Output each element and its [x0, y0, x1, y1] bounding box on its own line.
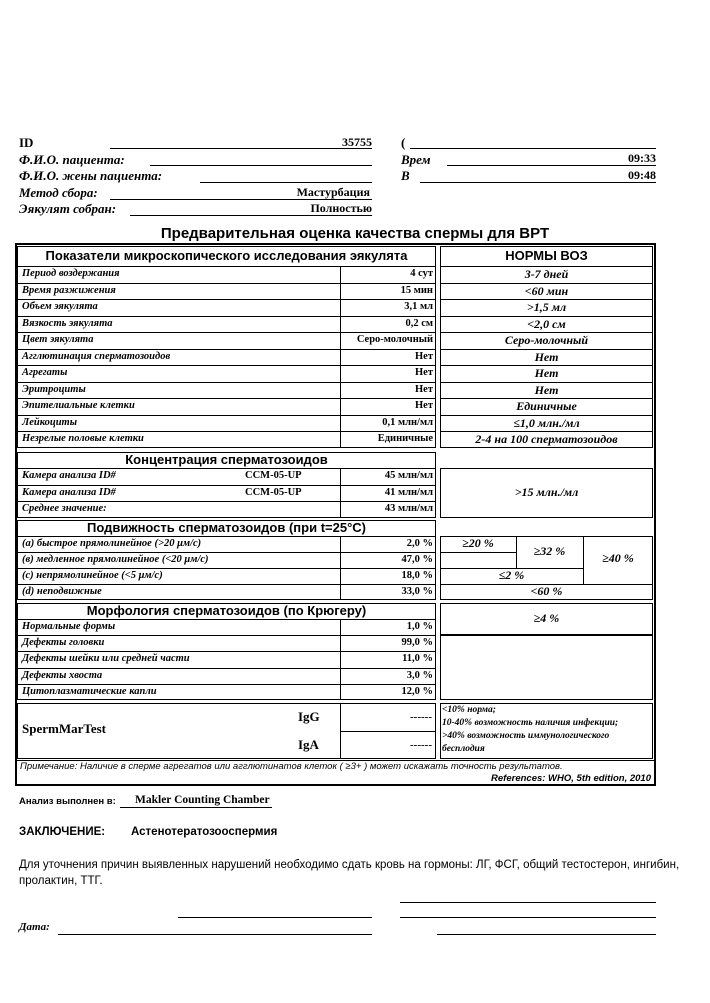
micro-row-line: [17, 299, 436, 300]
signature-line-3: [400, 917, 656, 918]
micro-row-label: Лейкоциты: [22, 416, 78, 428]
micro-row-label: Агрегаты: [22, 367, 68, 378]
motility-norm-a: ≥20 %: [462, 536, 494, 550]
micro-row-label: Вязкость эякулята: [22, 317, 113, 329]
references: References: WHO, 5th edition, 2010: [491, 773, 651, 784]
norm-row-line: [440, 349, 653, 350]
morphology-row-value: 1,0 %: [406, 621, 433, 632]
concentration-row-value: 43 млн/мл: [384, 503, 433, 514]
micro-row-line: [17, 382, 436, 383]
motility-row-label: (с) непрямолинейное (<5 μм/с): [22, 570, 163, 581]
mar-iga-value: ------: [410, 739, 432, 751]
morphology-row-value: 3,0 %: [406, 669, 433, 681]
b-label: В: [401, 168, 410, 183]
micro-row-line: [17, 365, 436, 366]
micro-row-value: Нет: [415, 383, 433, 395]
micro-row-line: [17, 283, 436, 284]
morphology-row-line: [17, 668, 436, 669]
micro-row-norm: >1,5 мл: [526, 300, 567, 314]
wife-label: Ф.И.О. жены пациента:: [19, 168, 163, 183]
morphology-row-label: Дефекты шейки или средней части: [22, 653, 190, 665]
motility-row-line: [17, 568, 436, 569]
motility-norm-d: <60 %: [530, 584, 563, 598]
morphology-row-line: [17, 635, 436, 636]
micro-row-label: Период воздержания: [22, 268, 120, 279]
norm-row-line: [440, 283, 653, 284]
method-value: Мастурбация: [296, 185, 370, 199]
patient-label: Ф.И.О. пациента:: [19, 152, 125, 167]
micro-row-norm: Серо-молочный: [504, 333, 589, 347]
micro-row-norm: Нет: [534, 382, 559, 397]
mar-note: 10-40% возможность наличия инфекции;: [442, 718, 619, 728]
micro-row-norm: Нет: [534, 366, 559, 380]
footnote: Примечание: Наличие в сперме агрегатов или агглютинатов клеток ( ≥3+ ) может искажать точность результатов.: [20, 761, 563, 772]
concentration-row-line: [17, 501, 436, 502]
motility-row-value: 33,0 %: [401, 586, 433, 597]
micro-row: [0, 316, 710, 332]
micro-row-line: [17, 316, 436, 317]
micro-row-label: Эпителиальные клетки: [22, 400, 135, 411]
micro-row-label: Эритроциты: [22, 383, 86, 395]
morphology-row-label: Цитоплазматические капли: [22, 685, 157, 697]
micro-row-line: [17, 332, 436, 333]
wife-underline: [200, 182, 372, 183]
concentration-row-device: CCM-05-UP: [245, 486, 302, 498]
micro-row-value: Единичные: [377, 433, 433, 444]
mar-name: SpermMarTest: [22, 721, 107, 736]
motility-row-value: 2,0 %: [406, 538, 433, 549]
morphology-norm-empty: [440, 635, 653, 700]
motility-norm-abc: ≥40 %: [602, 551, 634, 565]
concentration-row-value: 45 млн/мл: [384, 470, 433, 481]
mar-igg-value: ------: [410, 711, 432, 723]
micro-row-norm: ≤1,0 млн./мл: [513, 415, 580, 430]
performed-label: Анализ выполнен в:: [19, 796, 116, 807]
motility-row-line: [17, 584, 436, 585]
micro-row: [0, 365, 710, 381]
mar-note: бесплодия: [442, 744, 485, 754]
signature-line-1: [400, 902, 656, 903]
motility-row-label: (а) быстрое прямолинейное (>20 μм/с): [22, 538, 202, 549]
morphology-row-line: [17, 684, 436, 685]
micro-row-norm: Нет: [534, 349, 559, 364]
motility-row-label: (d) неподвижные: [22, 586, 102, 597]
micro-row-norm: 2-4 на 100 сперматозоидов: [475, 432, 618, 446]
recommendation: Для уточнения причин выявленных нарушений необходимо сдать кровь на гормоны: ЛГ, ФСГ, общий тестостерон, ингибин, пролактин, ТТГ.: [19, 859, 680, 887]
motility-heading: Подвижность сперматозоидов (при t=25°C): [87, 520, 366, 535]
concentration-row-line: [17, 485, 436, 486]
micro-row-norm: <60 мин: [524, 283, 569, 298]
mar-row-line: [340, 731, 436, 732]
micro-row-line: [17, 431, 436, 432]
micro-row-value: 15 мин: [400, 284, 433, 296]
micro-row-label: Незрелые половые клетки: [22, 433, 144, 444]
micro-row: [0, 283, 710, 299]
performed-underline: [120, 807, 272, 808]
mar-notes: [442, 704, 652, 756]
motility-row-label: (в) медленное прямолинейное (<20 μм/с): [22, 554, 209, 565]
micro-row: [0, 398, 710, 414]
time-label: Врем: [401, 152, 431, 167]
norm-row-line: [440, 431, 653, 432]
micro-row-value: Нет: [415, 400, 433, 411]
micro-row-value: 3,1 мл: [404, 301, 433, 312]
norm-row-line: [440, 316, 653, 317]
micro-row-label: Время разжижения: [22, 284, 116, 296]
method-label: Метод сбора:: [19, 185, 98, 200]
concentration-row-value: 41 млн/мл: [384, 486, 433, 498]
morphology-row-value: 99,0 %: [401, 637, 433, 649]
motility-norm-line-1: [440, 552, 516, 553]
micro-row-norm: 3-7 дней: [524, 267, 569, 281]
micro-heading: Показатели микроскопического исследования эякулята: [45, 248, 408, 263]
micro-row-line: [17, 349, 436, 350]
conclusion-value: Астенотератозооспермия: [131, 826, 278, 838]
collected-label: Эякулят собран:: [19, 201, 117, 216]
collected-value: Полностью: [310, 201, 372, 215]
mar-igg-label: IgG: [298, 709, 320, 724]
concentration-norm: >15 млн./мл: [514, 485, 579, 499]
micro-row: [0, 266, 710, 282]
norm-row-line: [440, 382, 653, 383]
motility-norm-c: ≤2 %: [498, 568, 525, 582]
concentration-heading: Концентрация сперматозоидов: [125, 452, 328, 467]
concentration-row-label: Камера анализа ID#: [22, 470, 116, 481]
date-underline: [58, 934, 372, 935]
signature-line-2: [178, 917, 372, 918]
concentration-row-label: Среднее значение:: [22, 503, 107, 514]
time-value: 09:33: [628, 151, 656, 165]
micro-row-norm: Единичные: [516, 399, 577, 413]
micro-row-value: Нет: [415, 367, 433, 378]
norm-row-line: [440, 398, 653, 399]
motility-norm-ab: ≥32 %: [533, 544, 566, 558]
page-title: Предварительная оценка качества спермы для ВРТ: [160, 225, 550, 242]
micro-row-value: Нет: [415, 350, 433, 362]
norms-heading: НОРМЫ ВОЗ: [505, 248, 588, 263]
morphology-row-value: 11,0 %: [402, 653, 433, 665]
micro-row: [0, 332, 710, 348]
micro-row-label: Агглютинация сперматозоидов: [22, 350, 171, 362]
patient-underline: [150, 165, 372, 166]
mar-note: >40% возможность иммунологического: [442, 731, 610, 741]
conclusion-label: ЗАКЛЮЧЕНИЕ:: [19, 826, 106, 838]
b-value: 09:48: [628, 168, 656, 182]
micro-row-value: Серо-молочный: [356, 334, 433, 345]
date-label: Дата:: [19, 921, 50, 933]
micro-row-value: 4 сут: [410, 268, 433, 279]
micro-row-norm: <2,0 см: [527, 316, 566, 331]
right-top-underline: [410, 148, 656, 149]
mar-iga-label: IgA: [298, 737, 319, 752]
norm-row-line: [440, 415, 653, 416]
morphology-row-label: Дефекты головки: [22, 637, 105, 649]
motility-row-line: [17, 552, 436, 553]
morphology-row-value: 12,0 %: [401, 685, 433, 697]
micro-row: [0, 382, 710, 398]
motility-row-value: 18,0 %: [401, 570, 433, 581]
micro-row-value: 0,2 см: [405, 317, 433, 329]
right-top-mark: (: [401, 135, 406, 150]
id-label: ID: [19, 135, 34, 150]
morphology-heading: Морфология сперматозоидов (по Крюгеру): [86, 603, 367, 618]
mar-note: <10% норма;: [442, 705, 496, 715]
id-value: 35755: [342, 135, 372, 149]
micro-row-label: Объем эякулята: [22, 301, 98, 312]
morphology-row-line: [17, 651, 436, 652]
concentration-row-device: CCM-05-UP: [245, 470, 302, 481]
norm-row-line: [440, 299, 653, 300]
norm-row-line: [440, 365, 653, 366]
micro-row: [0, 299, 710, 315]
morphology-norm: ≥4 %: [533, 611, 560, 625]
micro-row-label: Цвет эякулята: [22, 334, 94, 345]
date-underline-right: [437, 934, 656, 935]
micro-row-line: [17, 415, 436, 416]
morphology-row-label: Нормальные формы: [22, 621, 116, 632]
motility-row-value: 47,0 %: [401, 554, 433, 565]
concentration-row-label: Камера анализа ID#: [22, 486, 116, 498]
morphology-row-label: Дефекты хвоста: [22, 669, 103, 681]
micro-row: [0, 415, 710, 431]
micro-row-line: [17, 398, 436, 399]
micro-row: [0, 431, 710, 447]
performed-value: Makler Counting Chamber: [135, 794, 270, 806]
micro-row: [0, 349, 710, 365]
micro-row-value: 0,1 млн/мл: [382, 416, 433, 428]
norm-row-line: [440, 332, 653, 333]
